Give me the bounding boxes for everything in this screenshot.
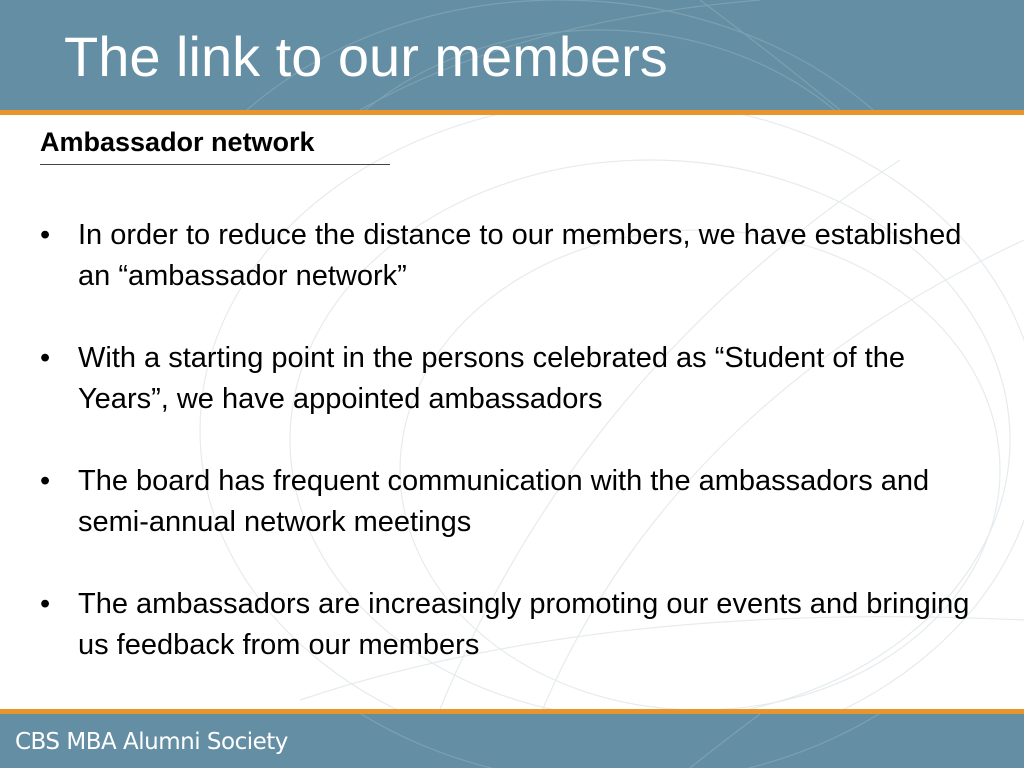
section-heading-underline (40, 164, 390, 165)
bullet-marker: • (40, 219, 51, 251)
header-band (0, 0, 1024, 110)
bullet-text: With a starting point in the persons celebrated as “Student of the Years”, we have appointed ambassadors (78, 342, 905, 415)
bullet-marker: • (40, 342, 51, 374)
bullet-text: The ambassadors are increasingly promoting our events and bringing us feedback from our members (78, 588, 970, 661)
section-heading: Ambassador network (40, 127, 315, 157)
bullet-marker: • (40, 465, 51, 497)
footer-band (0, 714, 1024, 768)
page-title: The link to our members (64, 25, 668, 88)
bullet-item (36, 461, 986, 543)
bullet-item (36, 215, 986, 297)
footer-organization-name: CBS MBA Alumni Society (15, 729, 288, 755)
header-accent-rule (0, 110, 1024, 115)
bullet-text: In order to reduce the distance to our members, we have established an “ambassador network” (78, 219, 962, 292)
bullet-item (36, 338, 986, 420)
bullet-list (36, 215, 986, 707)
bullet-item (36, 584, 986, 666)
bullet-text: The board has frequent communication with the ambassadors and semi-annual network meetings (78, 465, 930, 538)
bullet-marker: • (40, 588, 51, 620)
